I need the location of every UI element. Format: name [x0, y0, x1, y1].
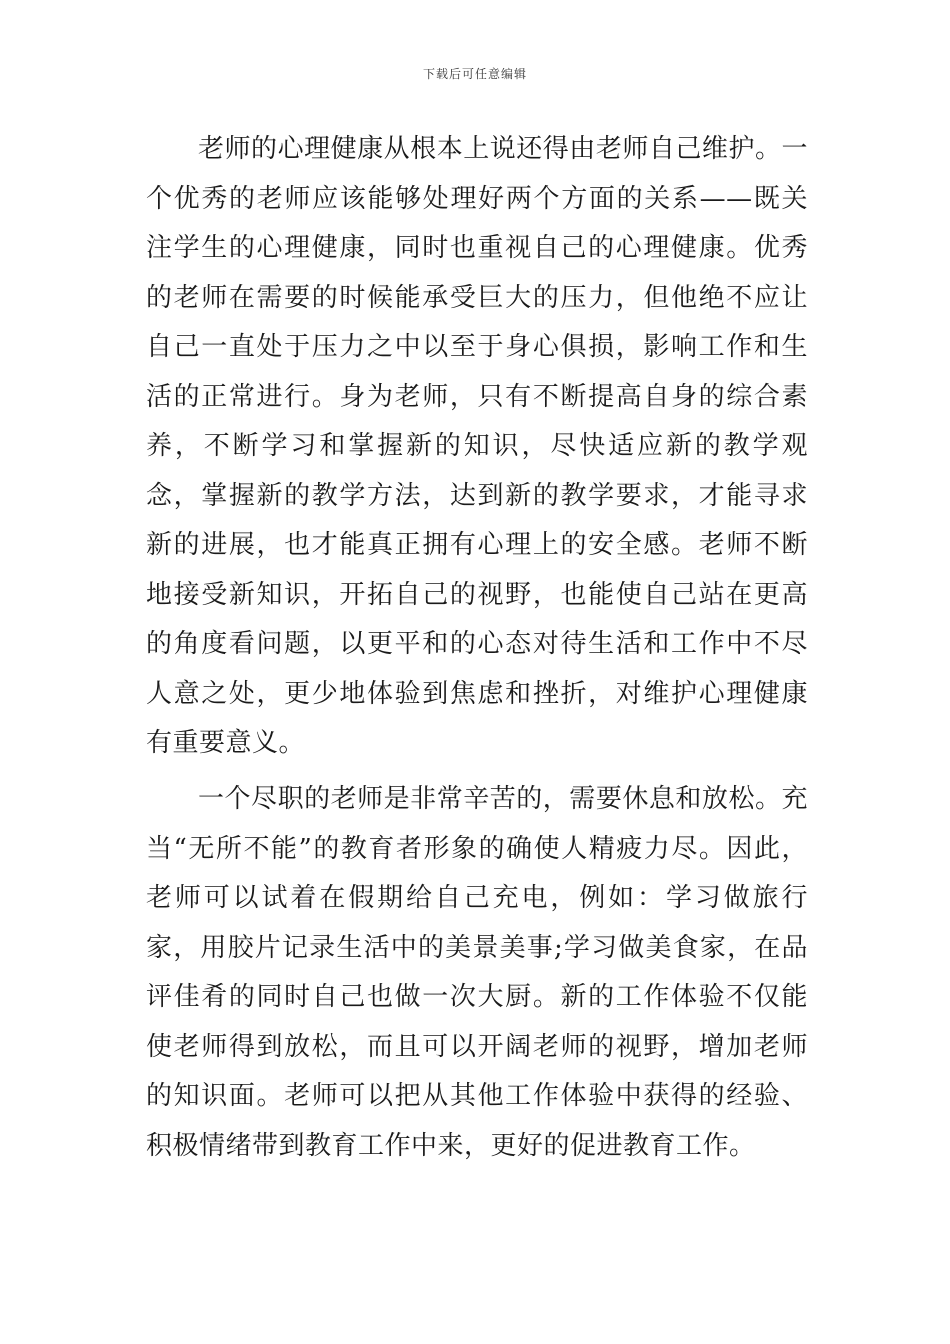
header-note: 下载后可任意编辑: [422, 67, 527, 81]
paragraph-2: 一个尽职的老师是非常辛苦的，需要休息和放松。充当“无所不能”的教育者形象的确使人精疲力尽。因此，老师可以试着在假期给自己充电，例如：学习做旅行家，用胶片记录生活中的美景美事;学习做美食家，在品评佳肴的同时自己也做一次大厨。新的工作体验不仅能使老师得到放松，而且可以开阔老师的视野，增加老师的知识面。老师可以把从其他工作体验中获得的经验、积极情绪带到教育工作中来，更好的促进教育工作。: [146, 784, 808, 1161]
paragraph-1: 老师的心理健康从根本上说还得由老师自己维护。一个优秀的老师应该能够处理好两个方面的关系——既关注学生的心理健康，同时也重视自己的心理健康。优秀的老师在需要的时候能承受巨大的压力，但他绝不应让自己一直处于压力之中以至于身心俱损，影响工作和生活的正常进行。身为老师，只有不断提高自身的综合素养，不断学习和掌握新的知识，尽快适应新的教学观念，掌握新的教学方法，达到新的教学要求，才能寻求新的进展，也才能真正拥有心理上的安全感。老师不断地接受新知识，开拓自己的视野，也能使自己站在更高的角度看问题，以更平和的心态对待生活和工作中不尽人意之处，更少地体验到焦虑和挫折，对维护心理健康有重要意义。: [146, 134, 808, 758]
